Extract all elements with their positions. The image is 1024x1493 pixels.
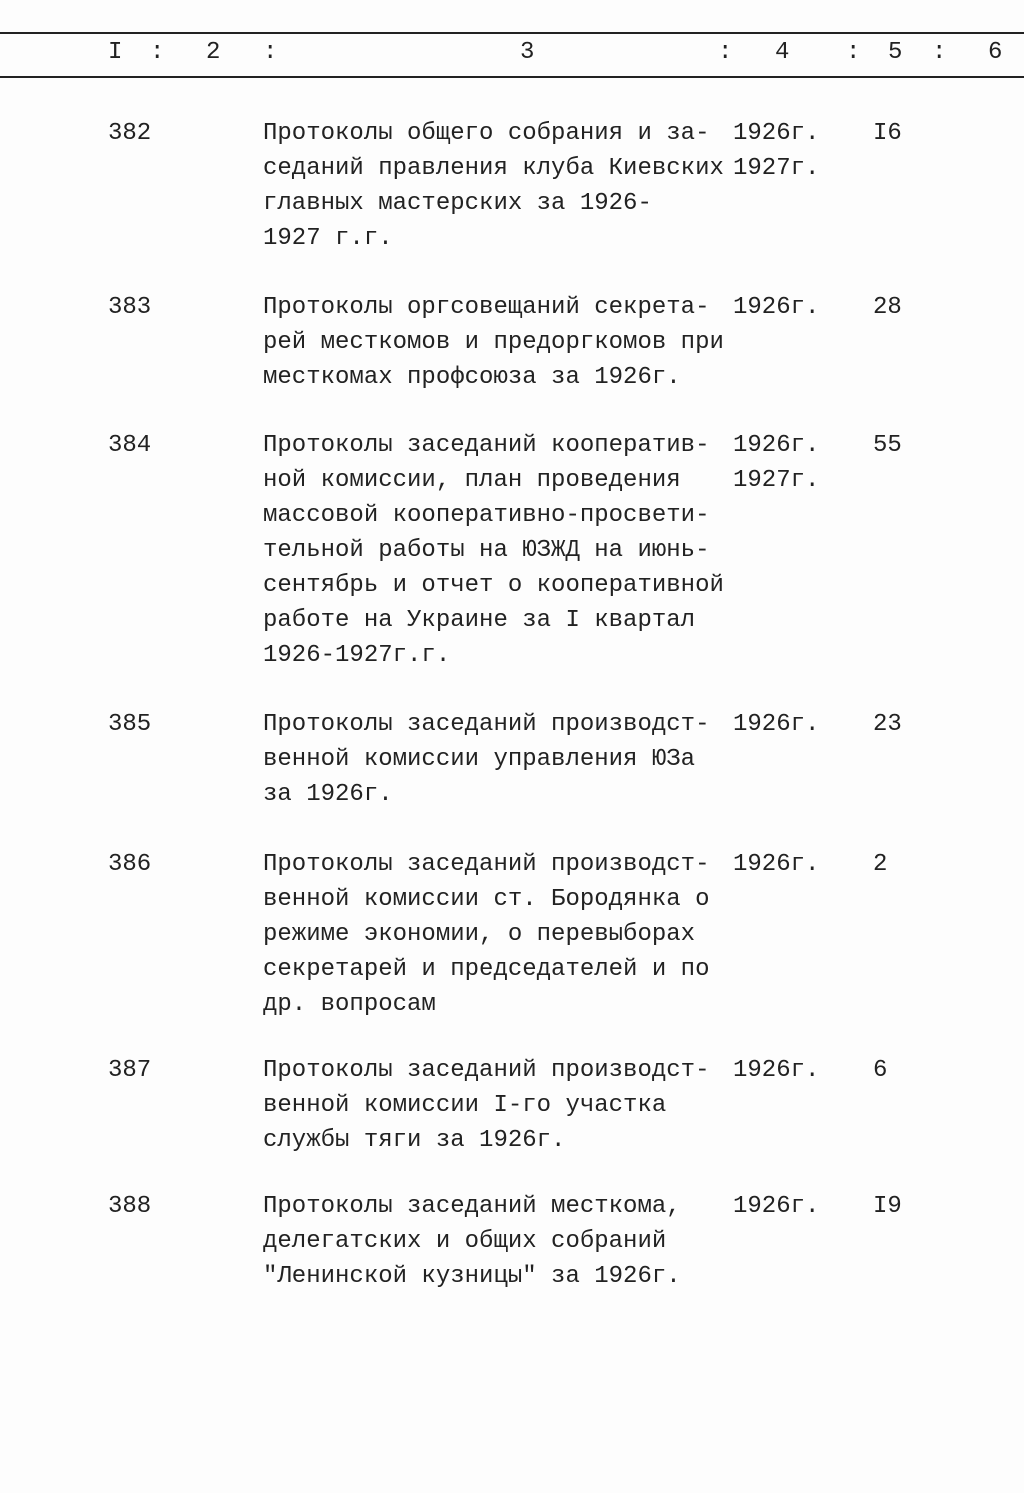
case-number: 384 xyxy=(108,432,152,459)
case-number: 387 xyxy=(108,1057,152,1084)
case-title-line: службы тяги за 1926г. xyxy=(263,1127,566,1154)
case-title-line: тельной работы на ЮЗЖД на июнь- xyxy=(263,537,710,564)
column-header-5: 5 xyxy=(888,39,903,66)
header-bottom-rule xyxy=(0,76,1024,78)
case-dates xyxy=(733,847,819,882)
column-header-6: 6 xyxy=(988,39,1003,66)
case-title-line: венной комиссии управления ЮЗа xyxy=(263,746,696,773)
header-top-rule xyxy=(0,32,1024,34)
column-separator: : xyxy=(263,39,278,66)
case-title xyxy=(263,847,709,1022)
sheet-count: 28 xyxy=(873,294,902,321)
case-title-line: Протоколы оргсовещаний секрета- xyxy=(263,294,710,321)
case-title-line: Протоколы заседаний производст- xyxy=(263,711,710,738)
case-title xyxy=(263,1053,709,1158)
column-separator: : xyxy=(718,39,733,66)
sheet-count: I6 xyxy=(873,120,902,147)
case-year: 1926г. xyxy=(733,120,820,147)
case-year: 1927г. xyxy=(733,467,820,494)
case-dates xyxy=(733,1189,819,1224)
case-title-line: Протоколы заседаний месткома, xyxy=(263,1193,681,1220)
case-dates xyxy=(733,290,819,325)
column-separator: : xyxy=(150,39,165,66)
case-title-line: месткомах профсоюза за 1926г. xyxy=(263,364,681,391)
case-title-line: венной комиссии ст. Бородянка о xyxy=(263,886,710,913)
sheet-count: 2 xyxy=(873,851,888,878)
sheet-count: I9 xyxy=(873,1193,902,1220)
case-title-line: ной комиссии, план проведения xyxy=(263,467,681,494)
case-number: 385 xyxy=(108,711,152,738)
column-header-2: 2 xyxy=(206,39,221,66)
case-dates xyxy=(733,428,819,498)
sheet-count: 23 xyxy=(873,711,902,738)
case-title-line: Протоколы заседаний кооператив- xyxy=(263,432,710,459)
case-title xyxy=(263,1189,681,1294)
case-title-line: секретарей и председателей и по xyxy=(263,956,710,983)
case-year: 1926г. xyxy=(733,711,820,738)
case-title xyxy=(263,707,709,812)
case-title-line: Протоколы общего собрания и за- xyxy=(263,120,710,147)
case-title-line: за 1926г. xyxy=(263,781,393,808)
case-title xyxy=(263,290,724,395)
column-header-1: I xyxy=(108,39,123,66)
case-year: 1926г. xyxy=(733,1193,820,1220)
case-title-line: делегатских и общих собраний xyxy=(263,1228,667,1255)
case-number: 382 xyxy=(108,120,152,147)
case-title-line: венной комиссии I-го участка xyxy=(263,1092,667,1119)
case-title-line: седаний правления клуба Киевских xyxy=(263,155,724,182)
case-title xyxy=(263,428,724,673)
case-year: 1926г. xyxy=(733,851,820,878)
case-year: 1926г. xyxy=(733,432,820,459)
case-number: 388 xyxy=(108,1193,152,1220)
case-dates xyxy=(733,707,819,742)
case-title-line: сентябрь и отчет о кооперативной xyxy=(263,572,724,599)
column-header-3: 3 xyxy=(520,39,535,66)
case-title-line: Протоколы заседаний производст- xyxy=(263,851,710,878)
sheet-count: 6 xyxy=(873,1057,888,1084)
sheet-count: 55 xyxy=(873,432,902,459)
case-dates xyxy=(733,116,819,186)
case-title-line: режиме экономии, о перевыборах xyxy=(263,921,696,948)
case-title-line: 1926-1927г.г. xyxy=(263,642,451,669)
case-year: 1926г. xyxy=(733,294,820,321)
case-dates xyxy=(733,1053,819,1088)
case-number: 383 xyxy=(108,294,152,321)
case-year: 1927г. xyxy=(733,155,820,182)
case-title-line: работе на Украине за I квартал xyxy=(263,607,696,634)
case-title-line: Протоколы заседаний производст- xyxy=(263,1057,710,1084)
case-title-line: др. вопросам xyxy=(263,991,436,1018)
case-year: 1926г. xyxy=(733,1057,820,1084)
case-title-line: "Ленинской кузницы" за 1926г. xyxy=(263,1263,681,1290)
case-title xyxy=(263,116,724,256)
column-separator: : xyxy=(932,39,947,66)
case-title-line: 1927 г.г. xyxy=(263,225,393,252)
case-title-line: главных мастерских за 1926- xyxy=(263,190,652,217)
case-number: 386 xyxy=(108,851,152,878)
case-title-line: рей месткомов и предоргкомов при xyxy=(263,329,724,356)
case-title-line: массовой кооперативно-просвети- xyxy=(263,502,710,529)
column-header-4: 4 xyxy=(775,39,790,66)
column-separator: : xyxy=(846,39,861,66)
